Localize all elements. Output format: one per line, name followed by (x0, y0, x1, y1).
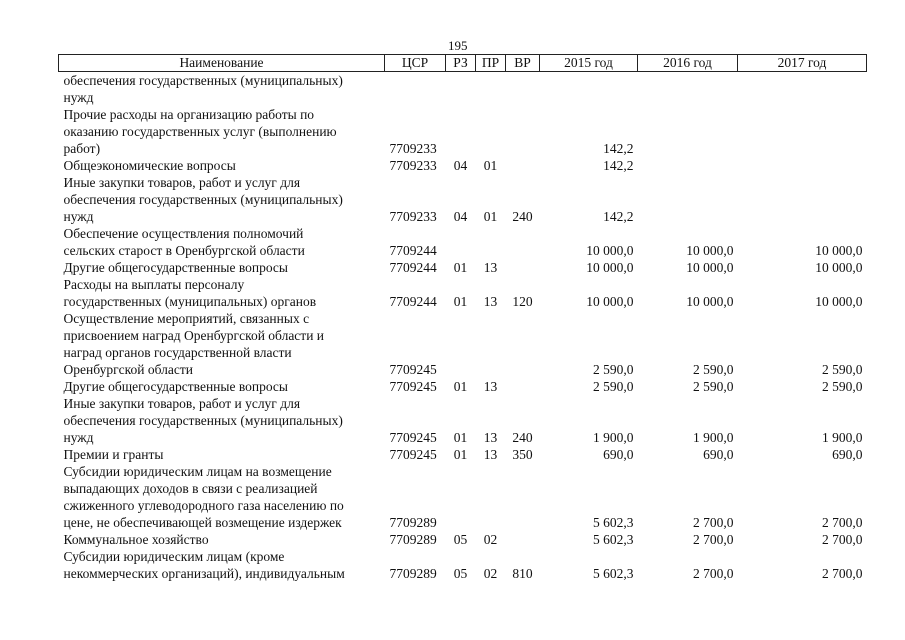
row-name (59, 395, 385, 446)
row-2015: 2 590,0 (593, 379, 634, 394)
row-pr (476, 225, 506, 259)
table-row (59, 276, 867, 310)
table-row (59, 174, 867, 225)
row-2015: 5 602,3 (593, 566, 634, 581)
table-row (59, 378, 867, 395)
row-name (59, 72, 385, 107)
row-name-line: Коммунальное хозяйство (63, 532, 209, 547)
row-name (59, 225, 385, 259)
header-name: Наименование (59, 55, 385, 72)
row-name (59, 548, 385, 582)
row-2015: 5 602,3 (593, 532, 634, 547)
header-csr: ЦСР (385, 55, 446, 72)
row-vr (506, 531, 540, 548)
row-rz (446, 310, 476, 378)
row-2017 (738, 174, 867, 225)
row-vr (506, 310, 540, 378)
row-2015: 5 602,3 (593, 515, 634, 530)
row-pr: 13 (483, 379, 498, 394)
table-row (59, 463, 867, 531)
row-2016 (638, 157, 738, 174)
table-row (59, 225, 867, 259)
row-2017 (738, 157, 867, 174)
row-vr (506, 378, 540, 395)
row-csr: 7709233 (389, 141, 437, 156)
row-pr (476, 106, 506, 157)
row-csr: 7709289 (389, 566, 437, 581)
row-2016: 10 000,0 (686, 243, 734, 258)
row-vr: 240 (512, 209, 533, 224)
row-csr: 7709233 (389, 209, 437, 224)
budget-table (58, 54, 867, 582)
row-2016 (638, 106, 738, 157)
table-body (59, 72, 867, 583)
row-2015: 10 000,0 (586, 260, 634, 275)
row-pr: 13 (483, 447, 498, 462)
row-2016 (638, 174, 738, 225)
row-rz: 01 (453, 430, 468, 445)
table-row (59, 548, 867, 582)
row-csr (385, 72, 446, 107)
row-name-line: нужд (63, 430, 94, 445)
row-2017 (738, 106, 867, 157)
row-2016: 2 700,0 (693, 566, 734, 581)
row-name-line: Иные закупки товаров, работ и услуг для (63, 175, 301, 190)
row-name (59, 446, 385, 463)
row-2017: 10 000,0 (815, 294, 863, 309)
row-2017: 10 000,0 (815, 260, 863, 275)
row-csr: 7709245 (389, 447, 437, 462)
row-2016: 10 000,0 (686, 294, 734, 309)
row-rz: 01 (453, 260, 468, 275)
row-name-line: сжиженного углеводородного газа населению по (63, 498, 344, 513)
row-name-line: обеспечения государственных (муниципальных) (63, 192, 343, 207)
row-name-line: Общеэкономические вопросы (63, 158, 236, 173)
row-name (59, 106, 385, 157)
row-csr: 7709289 (389, 515, 437, 530)
row-name-line: обеспечения государственных (муниципальных) (63, 73, 343, 88)
row-pr: 13 (483, 260, 498, 275)
row-2017: 2 590,0 (822, 379, 863, 394)
row-name-line: Субсидии юридическим лицам (кроме (63, 549, 285, 564)
row-name-line: Осуществление мероприятий, связанных с (63, 311, 310, 326)
row-csr: 7709233 (389, 158, 437, 173)
row-rz: 05 (453, 532, 468, 547)
row-vr (506, 72, 540, 107)
table-header (59, 55, 867, 72)
row-csr: 7709289 (389, 532, 437, 547)
row-pr: 02 (483, 532, 498, 547)
row-rz (446, 225, 476, 259)
row-2017: 10 000,0 (815, 243, 863, 258)
row-rz: 04 (453, 158, 468, 173)
row-name (59, 531, 385, 548)
header-vr: ВР (506, 55, 540, 72)
table-row (59, 310, 867, 378)
table-row (59, 259, 867, 276)
row-name-line: цене, не обеспечивающей возмещение издержек (63, 515, 342, 530)
row-2017: 690,0 (832, 447, 863, 462)
page-number: 195 (448, 38, 468, 53)
row-name-line: работ) (63, 141, 101, 156)
row-rz (446, 72, 476, 107)
row-2017: 1 900,0 (822, 430, 863, 445)
row-rz (446, 463, 476, 531)
row-rz: 01 (453, 379, 468, 394)
row-rz: 05 (453, 566, 468, 581)
row-name-line: нужд (63, 209, 94, 224)
row-pr: 02 (483, 566, 498, 581)
table-row (59, 106, 867, 157)
row-pr (476, 463, 506, 531)
table-row (59, 531, 867, 548)
row-2017: 2 700,0 (822, 566, 863, 581)
row-csr: 7709244 (389, 243, 437, 258)
row-name-line: Прочие расходы на организацию работы по (63, 107, 315, 122)
row-pr: 01 (483, 209, 498, 224)
row-name-line: государственных (муниципальных) органов (63, 294, 317, 309)
row-vr (506, 225, 540, 259)
header-2015: 2015 год (540, 55, 638, 72)
row-name-line: некоммерческих организаций), индивидуальным (63, 566, 345, 581)
row-csr: 7709245 (389, 362, 437, 377)
row-name-line: Иные закупки товаров, работ и услуг для (63, 396, 301, 411)
row-2017: 2 700,0 (822, 532, 863, 547)
header-pr: ПР (476, 55, 506, 72)
row-vr (506, 463, 540, 531)
row-2017 (738, 72, 867, 107)
row-csr: 7709244 (389, 260, 437, 275)
table-row (59, 72, 867, 107)
row-name-line: выпадающих доходов в связи с реализацией (63, 481, 318, 496)
row-rz: 01 (453, 447, 468, 462)
row-name-line: Расходы на выплаты персоналу (63, 277, 245, 292)
row-2016: 2 700,0 (693, 515, 734, 530)
row-name-line: Другие общегосударственные вопросы (63, 379, 288, 394)
row-name-line: нужд (63, 90, 94, 105)
row-2016: 2 700,0 (693, 532, 734, 547)
row-name (59, 378, 385, 395)
row-2016: 690,0 (703, 447, 734, 462)
row-2017: 2 700,0 (822, 515, 863, 530)
row-vr (506, 106, 540, 157)
row-vr: 120 (512, 294, 533, 309)
row-name (59, 310, 385, 378)
row-2016: 2 590,0 (693, 379, 734, 394)
row-2016 (638, 72, 738, 107)
row-2015: 690,0 (603, 447, 634, 462)
row-rz: 04 (453, 209, 468, 224)
row-name-line: сельских старост в Оренбургской области (63, 243, 305, 258)
row-vr (506, 259, 540, 276)
row-name-line: Другие общегосударственные вопросы (63, 260, 288, 275)
row-2015: 10 000,0 (586, 294, 634, 309)
row-2016: 2 590,0 (693, 362, 734, 377)
row-2015: 142,2 (603, 141, 634, 156)
header-rz: РЗ (446, 55, 476, 72)
row-csr: 7709245 (389, 379, 437, 394)
row-name (59, 463, 385, 531)
row-pr (476, 310, 506, 378)
header-2016: 2016 год (638, 55, 738, 72)
row-2015: 142,2 (603, 158, 634, 173)
row-vr: 810 (512, 566, 533, 581)
row-name-line: наград органов государственной власти (63, 345, 292, 360)
row-name-line: оказанию государственных услуг (выполнению (63, 124, 337, 139)
row-2015: 10 000,0 (586, 243, 634, 258)
row-2017: 2 590,0 (822, 362, 863, 377)
row-pr: 01 (483, 158, 498, 173)
budget-table-container (58, 54, 866, 582)
row-2015: 2 590,0 (593, 362, 634, 377)
row-2015 (540, 72, 638, 107)
table-row (59, 446, 867, 463)
row-name-line: Обеспечение осуществления полномочий (63, 226, 304, 241)
row-pr: 13 (483, 430, 498, 445)
row-name-line: Оренбургской области (63, 362, 193, 377)
row-csr: 7709245 (389, 430, 437, 445)
row-name-line: присвоением наград Оренбургской области и (63, 328, 325, 343)
row-rz (446, 106, 476, 157)
table-row (59, 395, 867, 446)
row-vr: 350 (512, 447, 533, 462)
row-name-line: Субсидии юридическим лицам на возмещение (63, 464, 332, 479)
header-2017: 2017 год (738, 55, 867, 72)
row-name (59, 174, 385, 225)
row-2016: 10 000,0 (686, 260, 734, 275)
row-name-line: обеспечения государственных (муниципальных) (63, 413, 343, 428)
row-vr (506, 157, 540, 174)
row-name (59, 259, 385, 276)
row-name (59, 157, 385, 174)
row-pr: 13 (483, 294, 498, 309)
row-name-line: Премии и гранты (63, 447, 164, 462)
row-name (59, 276, 385, 310)
row-vr: 240 (512, 430, 533, 445)
row-csr: 7709244 (389, 294, 437, 309)
row-2015: 1 900,0 (593, 430, 634, 445)
row-2016: 1 900,0 (693, 430, 734, 445)
row-2015: 142,2 (603, 209, 634, 224)
row-pr (476, 72, 506, 107)
table-row (59, 157, 867, 174)
row-rz: 01 (453, 294, 468, 309)
